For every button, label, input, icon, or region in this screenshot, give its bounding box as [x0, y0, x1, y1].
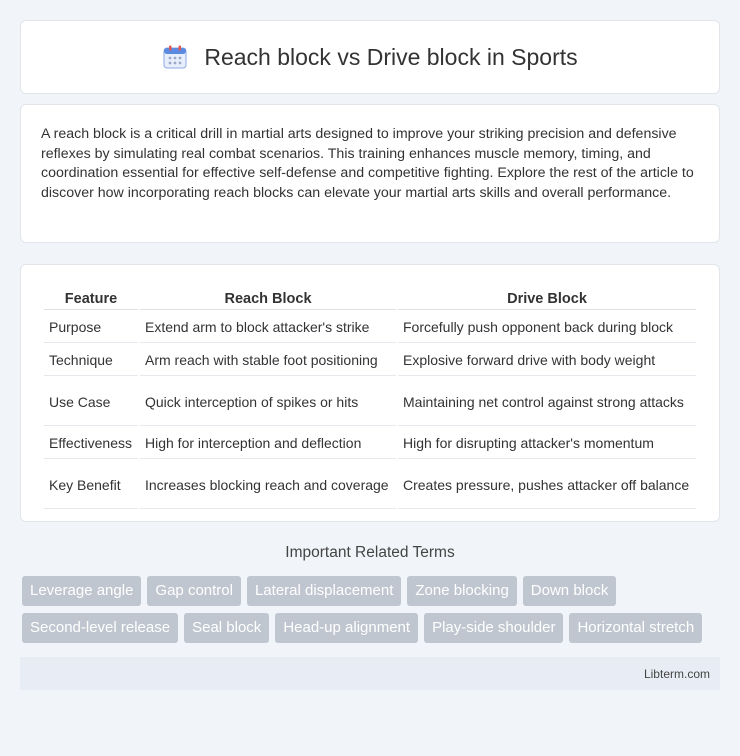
row-feature: Key Benefit [44, 461, 138, 509]
row-reach: Extend arm to block attacker's strike [140, 312, 396, 343]
table-row [44, 345, 696, 376]
row-feature: Effectiveness [44, 428, 138, 459]
table-row [44, 378, 696, 426]
row-feature: Technique [44, 345, 138, 376]
footer-site-link[interactable]: Libterm.com [643, 666, 710, 681]
related-term-tag[interactable]: Zone blocking [407, 576, 516, 606]
row-feature: Use Case [44, 378, 138, 426]
row-drive: Forcefully push opponent back during block [398, 312, 696, 343]
page-title: Reach block vs Drive block in Sports [204, 43, 578, 70]
row-reach: Arm reach with stable foot positioning [140, 345, 396, 376]
related-term-tag[interactable]: Lateral displacement [247, 576, 401, 606]
related-term-tag[interactable]: Play-side shoulder [424, 613, 563, 643]
comparison-card [20, 264, 720, 522]
related-terms-list [22, 576, 718, 643]
intro-text: A reach block is a critical drill in martial arts designed to improve your striking precision and defensive reflexes by simulating real combat scenarios. This training enhances muscle memory, timing, and coordination essential for effective self-defense and competitive fighting. Explore the rest of the article to discover how incorporating reach blocks can elevate your martial arts skills and overall performance. [41, 126, 694, 201]
row-feature: Purpose [44, 312, 138, 343]
title-card [20, 20, 720, 94]
row-reach: High for interception and deflection [140, 428, 396, 459]
table-row [44, 461, 696, 509]
table-row [44, 312, 696, 343]
row-drive: Creates pressure, pushes attacker off balance [398, 461, 696, 509]
related-terms-title: Important Related Terms [285, 544, 455, 561]
header-feature: Feature [44, 289, 138, 310]
related-term-tag[interactable]: Gap control [147, 576, 241, 606]
row-drive: Explosive forward drive with body weight [398, 345, 696, 376]
row-drive: Maintaining net control against strong attacks [398, 378, 696, 426]
row-reach: Quick interception of spikes or hits [140, 378, 396, 426]
related-term-tag[interactable]: Second-level release [22, 613, 178, 643]
related-term-tag[interactable]: Seal block [184, 613, 269, 643]
calendar-icon [162, 44, 188, 70]
row-drive: High for disrupting attacker's momentum [398, 428, 696, 459]
row-reach: Increases blocking reach and coverage [140, 461, 396, 509]
footer [20, 657, 720, 690]
related-terms-section [0, 544, 740, 643]
related-term-tag[interactable]: Horizontal stretch [569, 613, 702, 643]
intro-card [20, 104, 720, 243]
header-reach-block: Reach Block [140, 289, 396, 310]
comparison-table [42, 287, 698, 511]
related-term-tag[interactable]: Head-up alignment [275, 613, 418, 643]
related-term-tag[interactable]: Down block [523, 576, 617, 606]
table-row [44, 428, 696, 459]
table-header-row [44, 289, 696, 310]
header-drive-block: Drive Block [398, 289, 696, 310]
related-term-tag[interactable]: Leverage angle [22, 576, 141, 606]
